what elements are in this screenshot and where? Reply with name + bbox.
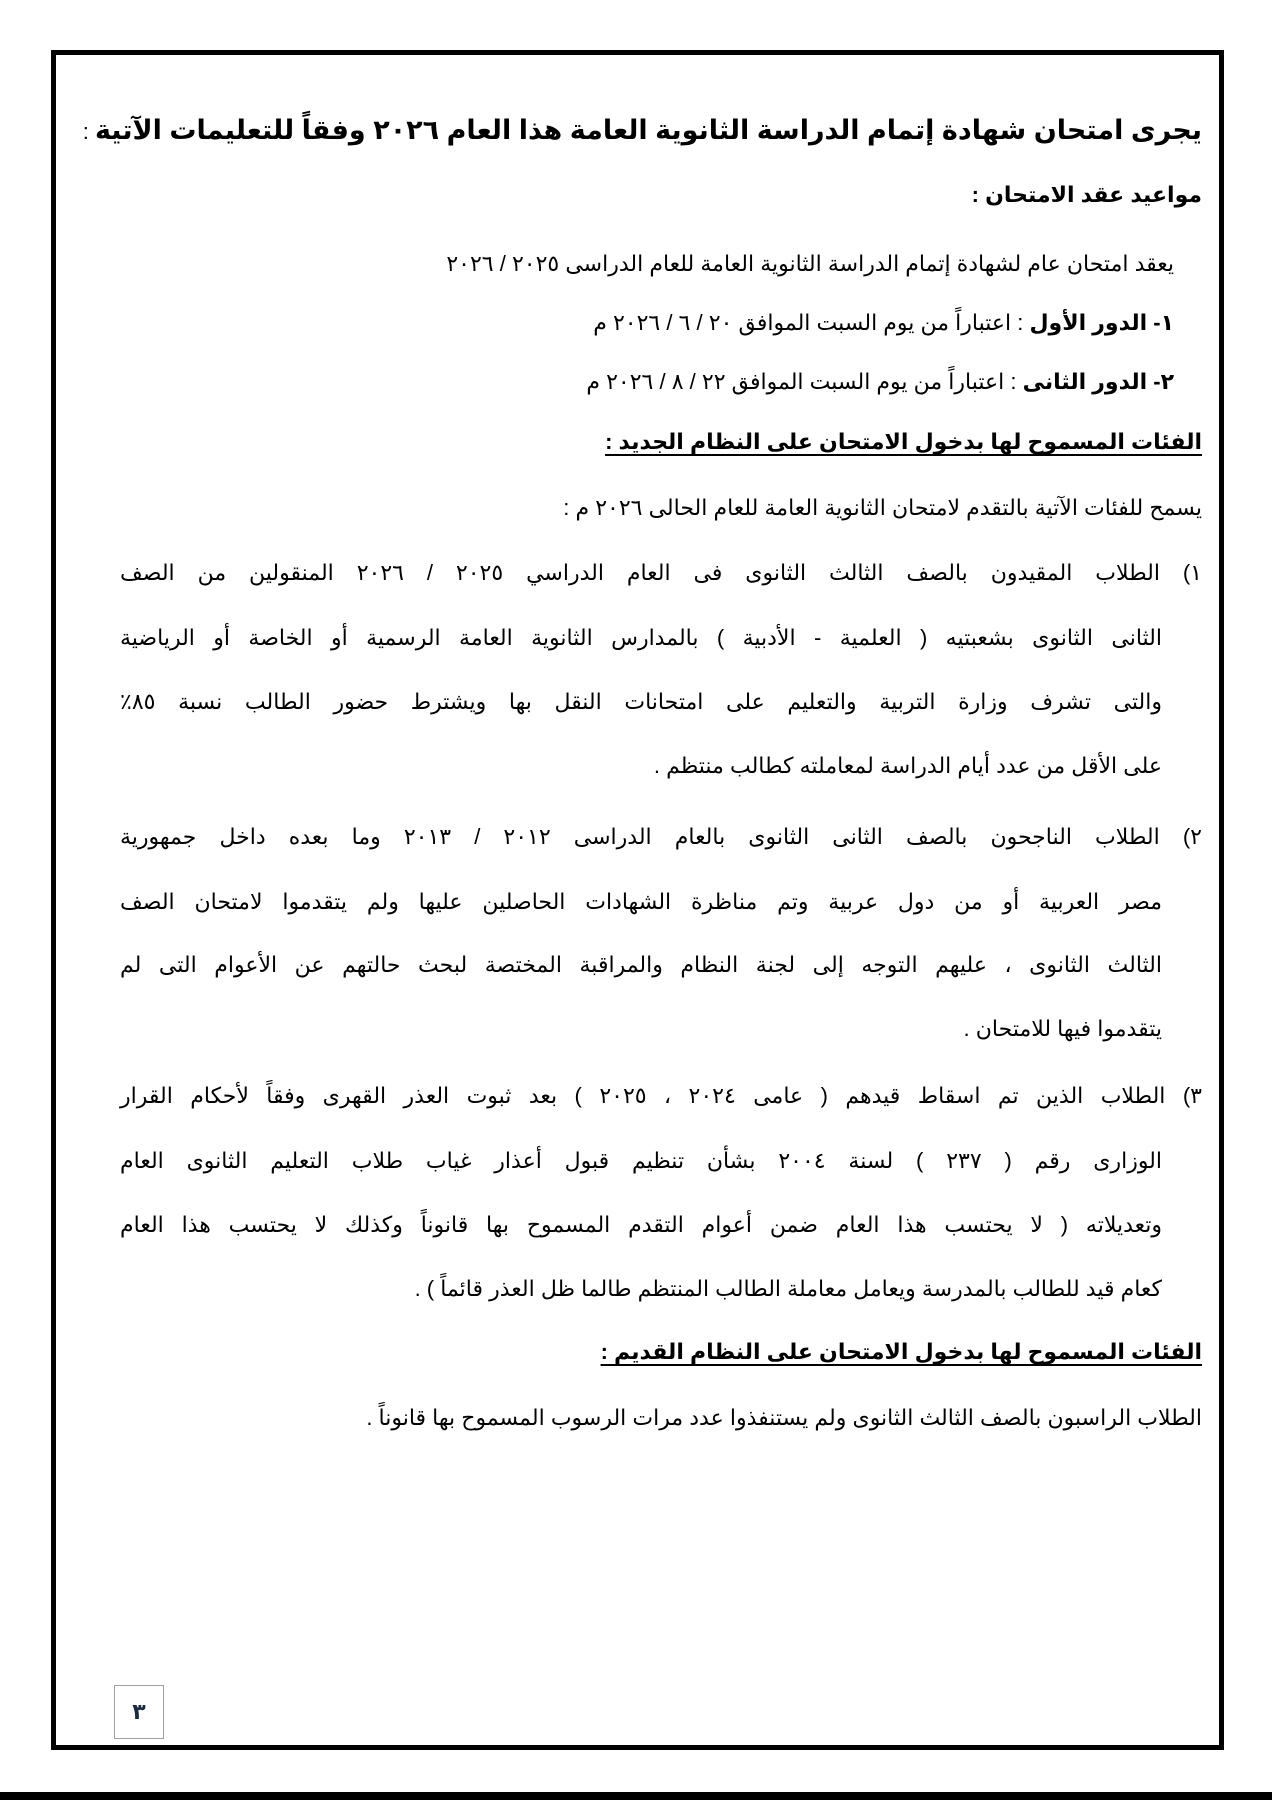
item-2-line-2: مصر العربية أو من دول عربية وتم مناظرة الشهادات الحاصلين عليها ولم يتقدموا لامتحان الصف [120, 889, 1162, 914]
schedule-heading: مواعيد عقد الامتحان : [971, 182, 1202, 207]
round-second-text: : اعتباراً من يوم السبت الموافق ٢٢ / ٨ / ٢٠٢٦ م [586, 369, 1023, 394]
new-system-intro: يسمح للفئات الآتية بالتقدم لامتحان الثانوية العامة للعام الحالى ٢٠٢٦ م : [563, 495, 1202, 520]
page-number: ٣ [114, 1685, 164, 1739]
old-system-heading: الفئات المسموح لها بدخول الامتحان على النظام القديم : [600, 1339, 1202, 1364]
item-3-line-1: ٣) الطلاب الذين تم اسقاط قيدهم ( عامى ٢٠٢٤ ، ٢٠٢٥ ) بعد ثبوت العذر القهرى وفقاً لأحكام القرار [120, 1083, 1202, 1108]
item-3-line-2: الوزارى رقم ( ٢٣٧ ) لسنة ٢٠٠٤ بشأن تنظيم قبول أعذار غياب طلاب التعليم الثانوى العام [120, 1148, 1162, 1173]
schedule-intro: يعقد امتحان عام لشهادة إتمام الدراسة الثانوية العامة للعام الدراسى ٢٠٢٥ / ٢٠٢٦ [446, 251, 1174, 276]
bottom-bar [0, 1792, 1272, 1800]
round-first [593, 308, 1174, 338]
item-1-line-4: على الأقل من عدد أيام الدراسة لمعاملته كطالب منتظم . [653, 753, 1162, 778]
new-system-heading: الفئات المسموح لها بدخول الامتحان على النظام الجديد : [605, 429, 1202, 454]
round-first-text: : اعتباراً من يوم السبت الموافق ٢٠ / ٦ / ٢٠٢٦ م [593, 310, 1030, 335]
title-main: يجرى امتحان شهادة إتمام الدراسة الثانوية العامة هذا العام ٢٠٢٦ وفقاً للتعليمات الآتية [94, 115, 1202, 145]
item-2-line-3: الثالث الثانوى ، عليهم التوجه إلى لجنة النظام والمراقبة المختصة لبحث حالتهم عن الأعوام التى لم [120, 952, 1162, 977]
round-first-label: ١- الدور الأول [1029, 310, 1174, 335]
item-2-line-1: ٢) الطلاب الناجحون بالصف الثانى الثانوى بالعام الدراسى ٢٠١٢ / ٢٠١٣ وما بعده داخل جمهورية [120, 824, 1202, 849]
title-colon: : [82, 119, 95, 144]
item-3-line-3: وتعديلاته ( لا يحتسب هذا العام ضمن أعوام التقدم المسموح بها قانوناً وكذلك لا يحتسب هذا العام [120, 1212, 1162, 1237]
round-second [586, 367, 1174, 397]
page-title [83, 115, 1202, 147]
item-2-line-4: يتقدموا فيها للامتحان . [963, 1016, 1162, 1041]
round-second-label: ٢- الدور الثانى [1022, 369, 1174, 394]
old-system-text: الطلاب الراسبون بالصف الثالث الثانوى ولم يستنفذوا عدد مرات الرسوب المسموح بها قانوناً . [366, 1405, 1202, 1430]
item-3-line-4: كعام قيد للطالب بالمدرسة ويعامل معاملة الطالب المنتظم طالما ظل العذر قائماً ) . [414, 1276, 1162, 1301]
item-1-line-3: والتى تشرف وزارة التربية والتعليم على امتحانات النقل بها ويشترط حضور الطالب نسبة ٨٥٪ [120, 689, 1162, 714]
item-1-line-2: الثانى الثانوى بشعبتيه ( العلمية - الأدبية ) بالمدارس الثانوية العامة الرسمية أو الخاصة أو الرياضية [120, 625, 1162, 650]
item-1-line-1: ١) الطلاب المقيدون بالصف الثالث الثانوى فى العام الدراسي ٢٠٢٥ / ٢٠٢٦ المنقولين من الصف [120, 560, 1202, 585]
